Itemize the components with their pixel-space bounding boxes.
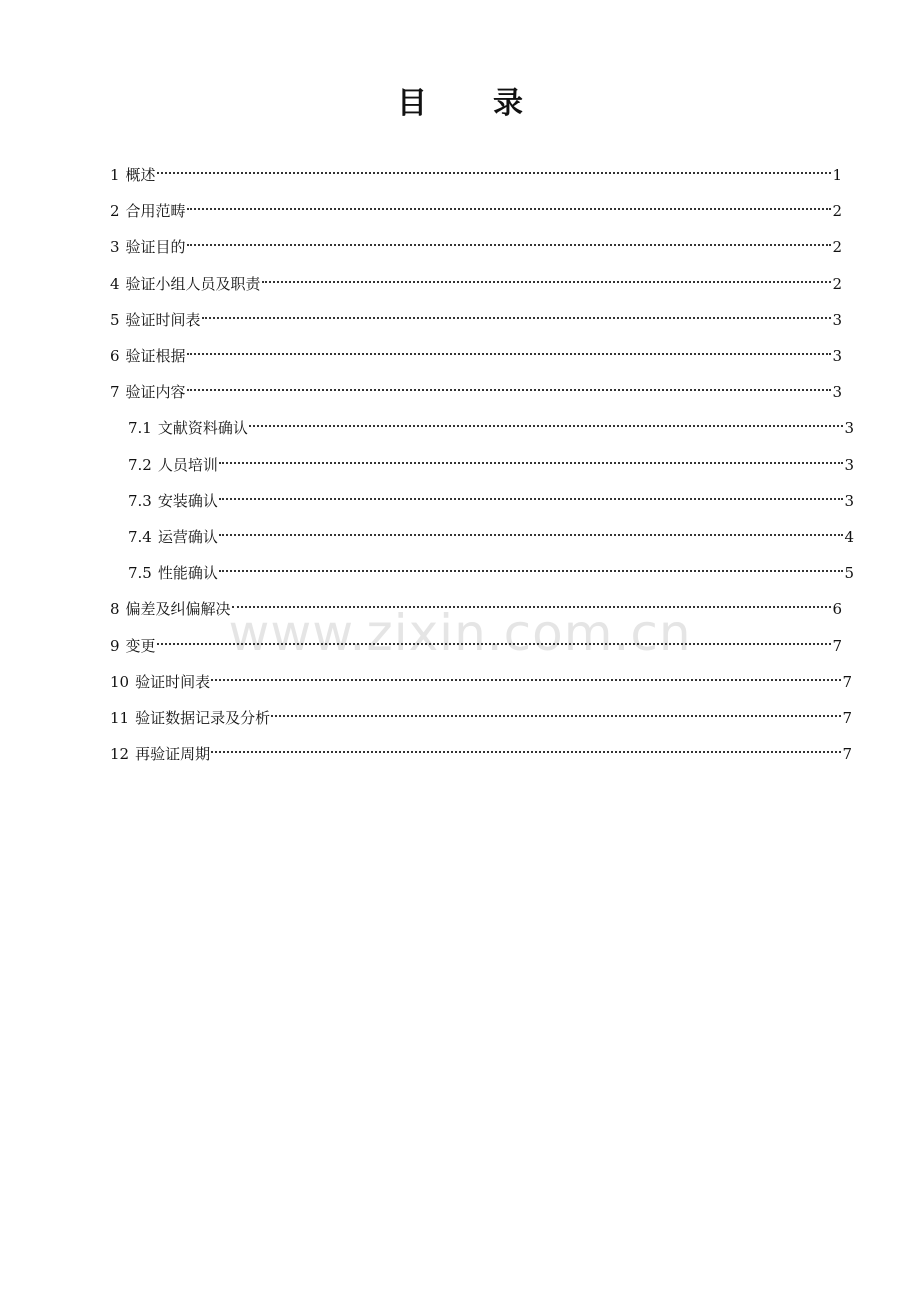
toc-entry-page-number: 7 (842, 709, 852, 727)
toc-entry-page-number: 5 (844, 564, 854, 583)
toc-entry-label (128, 526, 218, 548)
toc-entry-text: 验证时间表 (125, 310, 201, 329)
toc-entry-number: 10 (110, 672, 130, 691)
toc-dot-leader (249, 411, 844, 433)
toc-entry-label (110, 164, 156, 186)
toc-entry-page-number: 3 (844, 455, 854, 474)
toc-entry-number: 2 (110, 202, 120, 221)
toc-entry-number: 11 (110, 709, 130, 727)
toc-entry-number: 3 (110, 238, 120, 257)
toc-entry-page-number: 3 (832, 347, 842, 365)
toc-entry-text: 验证目的 (125, 238, 186, 257)
toc-dot-leader (219, 484, 844, 506)
toc-entry-number: 7.2 (128, 455, 152, 474)
toc-entry-number: 7 (110, 383, 120, 402)
toc-dot-leader (187, 194, 832, 216)
toc-entry-text: 验证时间表 (135, 672, 211, 691)
toc-entry-number: 4 (110, 274, 120, 293)
toc-dot-leader (202, 303, 832, 325)
toc-entry-text: 变更 (125, 636, 156, 655)
toc-title (0, 78, 920, 122)
toc-entry-label (128, 490, 218, 512)
toc-entry-label (110, 345, 186, 367)
toc-entry-number: 8 (110, 600, 120, 619)
toc-entry-label (110, 671, 210, 693)
toc-entry-number: 7.3 (128, 491, 152, 510)
toc-dot-leader (187, 230, 832, 252)
toc-entry-text: 概述 (125, 166, 156, 184)
toc-entry-text: 人员培训 (157, 455, 218, 474)
toc-entry-page-number: 7 (832, 636, 842, 655)
toc-entry[interactable] (128, 556, 854, 583)
toc-entry-text: 验证数据记录及分析 (135, 709, 271, 727)
toc-entry-page-number: 3 (844, 419, 854, 438)
toc-entry-number: 1 (110, 166, 120, 184)
toc-dot-leader (262, 267, 832, 289)
toc-entry-page-number: 7 (842, 745, 852, 764)
toc-dot-leader (187, 339, 832, 361)
toc-entry-label (128, 454, 218, 476)
toc-entry[interactable] (110, 267, 842, 293)
toc-entry[interactable] (110, 158, 842, 184)
toc-dot-leader (219, 448, 844, 470)
toc-entry-label (110, 309, 201, 331)
toc-entry[interactable] (110, 592, 842, 619)
toc-entry-page-number: 6 (832, 600, 842, 619)
toc-entry-text: 性能确认 (157, 564, 218, 583)
toc-entry[interactable] (110, 665, 852, 691)
toc-entry[interactable] (128, 411, 854, 438)
toc-entry-text: 运营确认 (157, 528, 218, 546)
toc-dot-leader (219, 556, 844, 578)
toc-title-char-1: 目 (397, 86, 427, 121)
toc-entry-text: 验证根据 (125, 347, 186, 365)
toc-dot-leader (211, 665, 841, 687)
toc-dot-leader (157, 158, 832, 180)
toc-dot-leader (271, 701, 841, 723)
toc-entry-page-number: 2 (832, 238, 842, 257)
toc-entry-page-number: 4 (844, 528, 854, 546)
toc-entry-page-number: 3 (832, 383, 842, 402)
toc-entry-page-number: 3 (844, 491, 854, 510)
toc-entry[interactable] (110, 230, 842, 257)
toc-entry[interactable] (110, 339, 842, 365)
toc-entry-page-number: 7 (842, 672, 852, 691)
toc-entry[interactable] (128, 448, 854, 474)
toc-dot-leader (211, 737, 841, 759)
toc-entry[interactable] (110, 375, 842, 402)
toc-dot-leader (157, 629, 832, 651)
toc-entry-page-number: 1 (832, 166, 842, 184)
toc-dot-leader (219, 520, 844, 542)
toc-entry-text: 验证小组人员及职责 (125, 274, 261, 293)
toc-entry-label (110, 707, 270, 729)
toc-entry[interactable] (110, 737, 852, 764)
toc-entry-number: 6 (110, 347, 120, 365)
toc-dot-leader (187, 375, 832, 397)
toc-entry-text: 合用范畴 (125, 202, 186, 221)
toc-entry[interactable] (110, 303, 842, 329)
toc-entry-number: 9 (110, 636, 120, 655)
toc-entry-text: 再验证周期 (135, 745, 211, 764)
toc-entry-label (110, 273, 261, 295)
toc-entry-number: 7.1 (128, 419, 152, 438)
toc-entry[interactable] (110, 194, 842, 221)
toc-entry-label (110, 381, 186, 403)
toc-entry-number: 7.5 (128, 564, 152, 583)
toc-entry-label (128, 417, 248, 439)
toc-entry-label (110, 635, 156, 657)
toc-entry-number: 12 (110, 745, 130, 764)
toc-entry-label (110, 200, 186, 222)
toc-entry-page-number: 2 (832, 274, 842, 293)
toc-entry-label (128, 562, 218, 584)
toc-entry-text: 偏差及纠偏解决 (125, 600, 231, 619)
toc-entry[interactable] (110, 701, 852, 727)
toc-entry[interactable] (128, 484, 854, 510)
toc-entry-number: 5 (110, 310, 120, 329)
toc-title-char-2: 录 (493, 86, 523, 121)
toc-entry-number: 7.4 (128, 528, 152, 546)
toc-entry-page-number: 2 (832, 202, 842, 221)
toc-entry-text: 安装确认 (157, 491, 218, 510)
toc-entry-label (110, 743, 210, 765)
toc-entry[interactable] (110, 629, 842, 655)
toc-entry-page-number: 3 (832, 310, 842, 329)
toc-entry-text: 文献资料确认 (157, 419, 248, 438)
watermark: www.zixin.com.cn (228, 604, 692, 662)
toc-dot-leader (232, 592, 832, 614)
toc-entry-text: 验证内容 (125, 383, 186, 402)
toc-entry[interactable] (128, 520, 854, 546)
toc-entry-label (110, 236, 186, 258)
toc-entry-label (110, 598, 231, 620)
